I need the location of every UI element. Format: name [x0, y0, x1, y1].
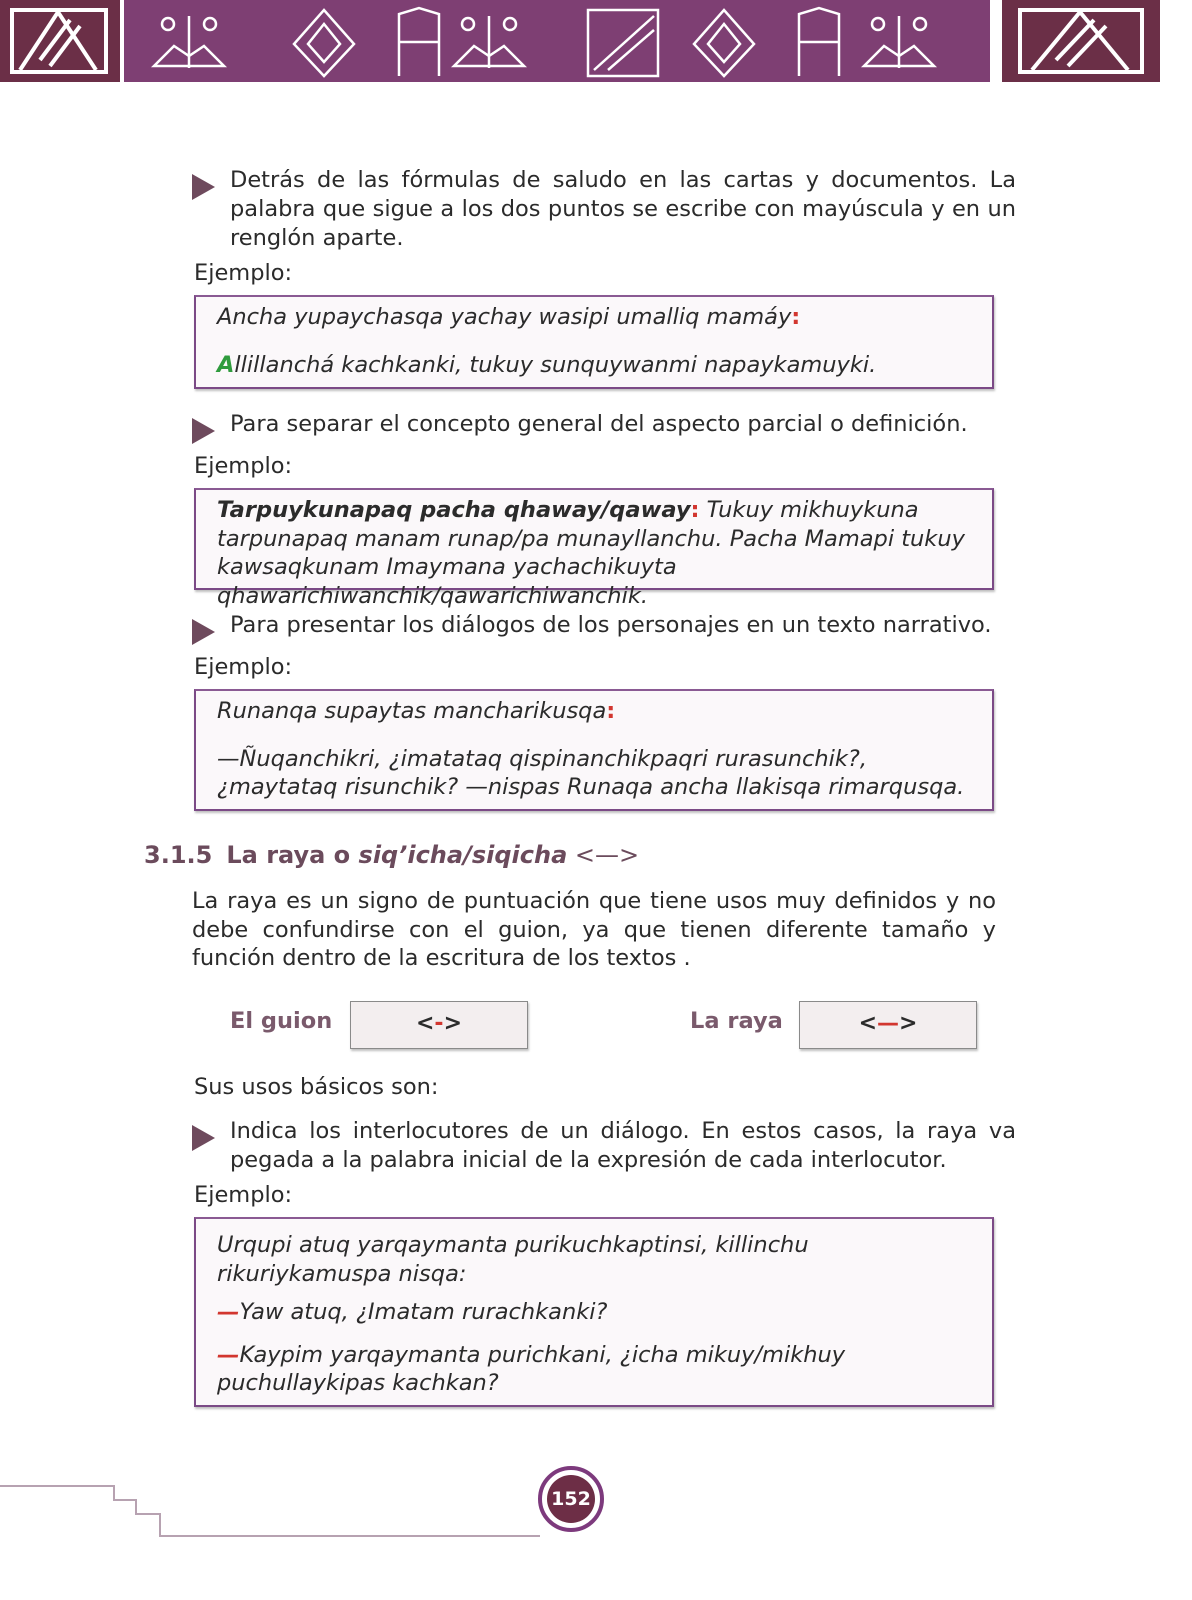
section-heading: 3.1.5 La raya o siq’icha/siqicha <—>	[144, 841, 640, 869]
example-line: Urqupi atuq yarqaymanta purikuchkaptinsi, killinchu rikuriykamuspa nisqa:	[217, 1232, 809, 1287]
usos-label: Sus usos básicos son:	[194, 1074, 439, 1100]
example-line: Runanqa supaytas mancharikusqa:	[217, 698, 616, 724]
bullet-text: Para presentar los diálogos de los personajes en un texto narrativo.	[230, 612, 992, 638]
example-label: Ejemplo:	[194, 453, 293, 479]
page-number: 152	[547, 1475, 595, 1523]
hyphen-mark: -	[434, 1011, 444, 1036]
triangle-bullet-icon	[192, 619, 215, 645]
example-box	[194, 295, 994, 389]
triangle-bullet-icon	[192, 418, 215, 444]
bullet-item	[192, 1117, 1016, 1175]
dash-mark: —	[217, 1341, 240, 1368]
example-line: —Ñuqanchikri, ¿imatataq qispinanchikpaqri rurasunchik?, ¿maytataq risunchik? —nispas Runaqa ancha llakisqa rimarqusqa.	[217, 745, 965, 800]
textile-pattern-icon	[124, 0, 990, 82]
example-line: Allillanchá kachkanki, tukuy sunquywanmi napaykamuyki.	[217, 351, 877, 378]
geometric-motif-panel-right	[1002, 0, 1160, 82]
dialogue-line: —Kaypim yarqaymanta purichkani, ¿icha mikuy/mikhuy puchullaykipas kachkan?	[217, 1341, 846, 1396]
triangle-bullet-icon	[192, 174, 215, 200]
example-box	[194, 689, 994, 811]
example-box	[194, 1217, 994, 1407]
colon-mark: :	[606, 698, 616, 724]
raya-label: La raya	[690, 1008, 783, 1034]
dash-mark: —	[877, 1011, 899, 1036]
dialogue-line: —Yaw atuq, ¿Imatam rurachkanki?	[217, 1299, 608, 1325]
defined-term: Tarpuykunapaq pacha qhaway/qaway	[217, 497, 691, 523]
decorative-header-band	[0, 0, 1192, 84]
bullet-text: Detrás de las fórmulas de saludo en las cartas y documentos. La palabra que sigue a los dos puntos se escribe con mayúscula y en un renglón aparte.	[230, 167, 1016, 251]
section-paragraph: La raya es un signo de puntuación que tiene usos muy definidos y no debe confundirse con el guion, ya que tienen diferente tamaño y función dentro de la escritura de los textos .	[192, 888, 996, 971]
bullet-item	[192, 611, 1016, 640]
capital-letter-highlight: A	[217, 351, 235, 378]
triangle-bullet-icon	[192, 1125, 215, 1151]
page-number-badge	[538, 1466, 604, 1532]
geometric-motif-icon	[0, 0, 120, 82]
example-label: Ejemplo:	[194, 260, 293, 286]
dash-mark: —	[217, 1299, 240, 1325]
example-box	[194, 488, 994, 609]
colon-mark: :	[690, 497, 700, 523]
geometric-motif-panel	[0, 0, 120, 82]
bullet-text: Indica los interlocutores de un diálogo. En estos casos, la raya va pegada a la palabra inicial de la expresión de cada interlocutor.	[230, 1118, 1016, 1173]
colon-mark: :	[791, 304, 801, 330]
guion-sample-box: <->	[350, 1001, 528, 1049]
example-label: Ejemplo:	[194, 654, 293, 680]
geometric-motif-icon	[1002, 0, 1160, 82]
bird-motif-band	[124, 0, 990, 82]
bullet-text: Para separar el concepto general del aspecto parcial o definición.	[230, 411, 968, 437]
definition-text: Tarpuykunapaq pacha qhaway/qaway: Tukuy mikhuykuna tarpunapaq manam runap/pa munayllanchu. Pacha Mamapi tukuy kawsaqkunam Imaymana yachachikuyta qhawarichiwanchik/qawarichiwanchik.	[217, 497, 965, 609]
example-line: Ancha yupaychasqa yachay wasipi umalliq mamáy:	[217, 304, 801, 330]
example-label: Ejemplo:	[194, 1182, 293, 1208]
guion-label: El guion	[230, 1008, 333, 1034]
bullet-item	[192, 166, 1016, 253]
bullet-item	[192, 410, 1016, 439]
raya-sample-box: <—>	[799, 1001, 977, 1049]
section-number: 3.1.5	[144, 841, 213, 869]
